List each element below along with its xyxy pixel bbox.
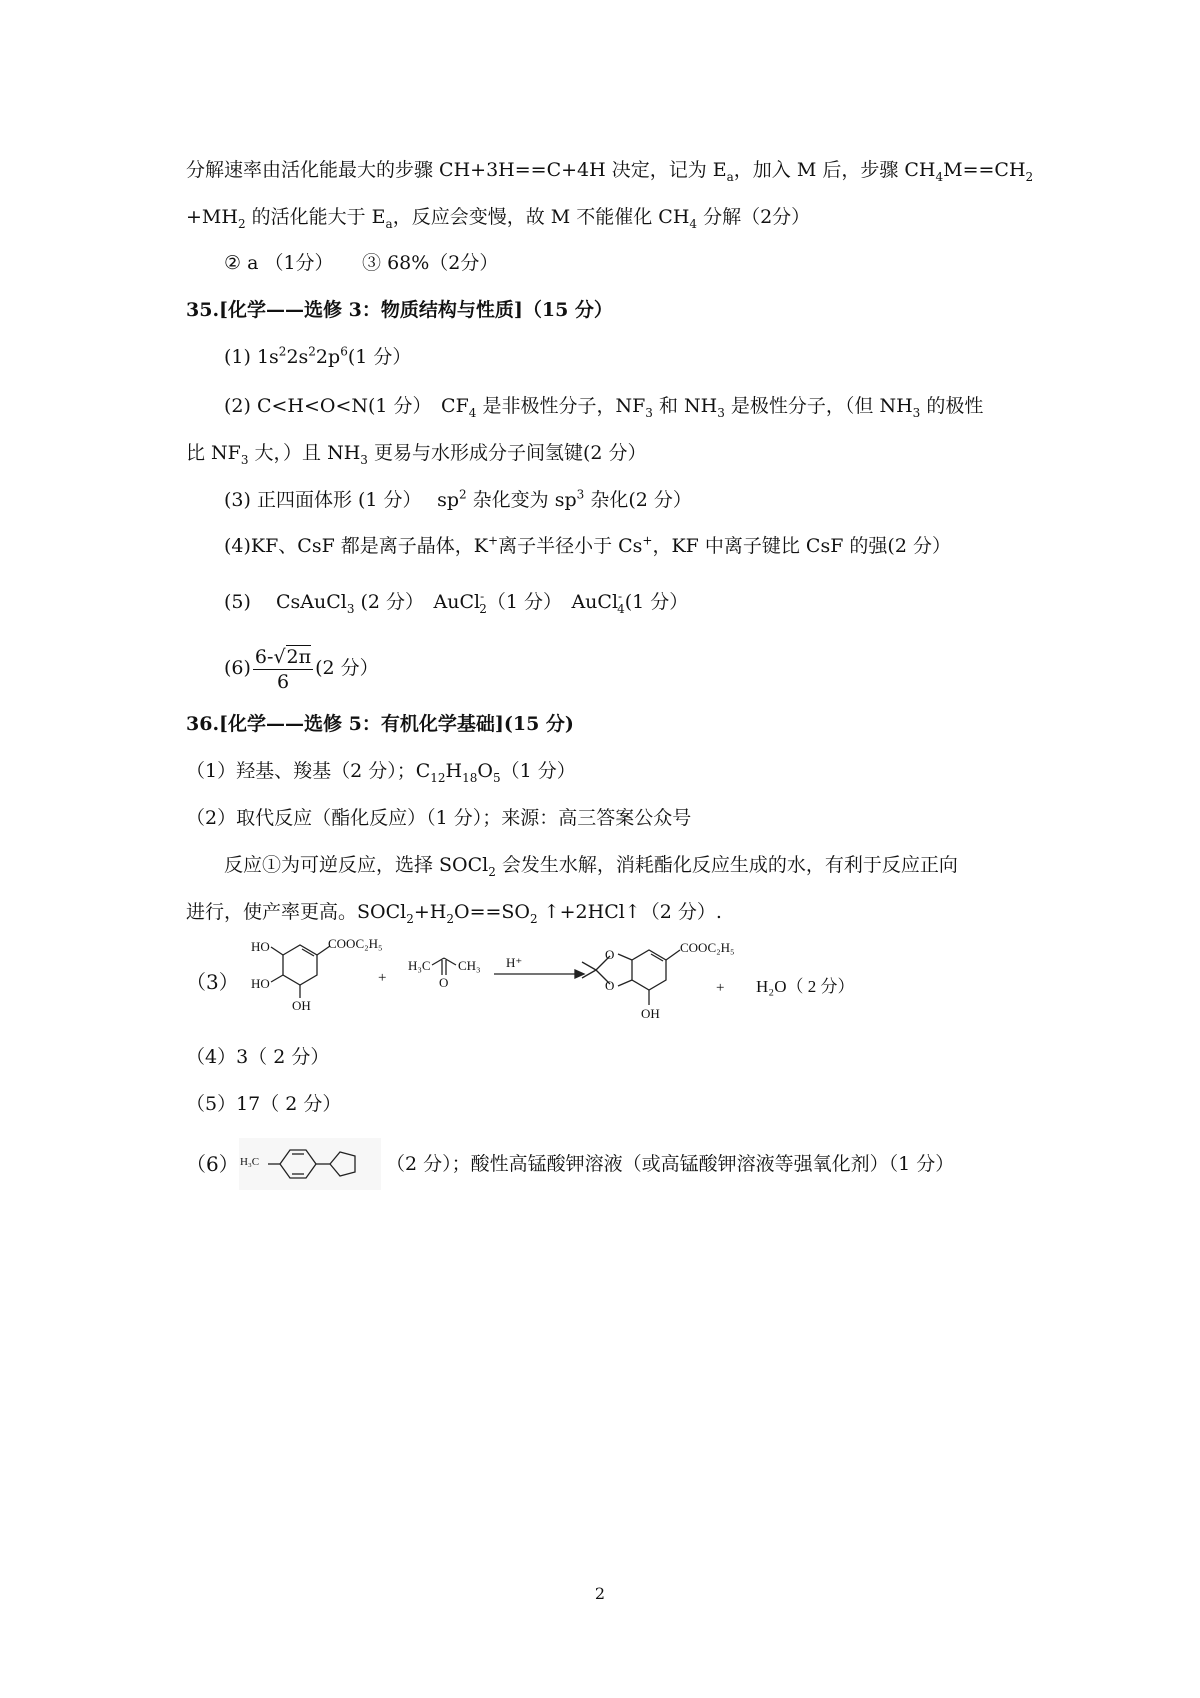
text: 是非极性分子，NF (476, 395, 646, 417)
acetone-oxygen: O (439, 975, 449, 990)
text: M==CH (943, 159, 1026, 181)
text: 比 NF (186, 442, 241, 464)
text: 杂化(2 分） (584, 489, 692, 511)
subscript: a (726, 169, 734, 184)
subscript: 4 (935, 169, 944, 184)
text: (1 分） (347, 346, 412, 368)
text: 2s (286, 346, 309, 368)
superscript: + (488, 533, 499, 548)
plus-sign: + (378, 970, 387, 986)
subscript: 4 (617, 601, 625, 616)
superscript: 6 (340, 344, 348, 359)
text: ↑+2HCl↑（2 分）. (537, 901, 722, 923)
text: (4)KF、CsF 都是离子晶体，K (224, 535, 488, 557)
text: 分解（2分） (697, 206, 811, 228)
text: （4）3（ 2 分） (186, 1046, 330, 1068)
subscript: 3 (346, 601, 355, 616)
text: （3） (186, 970, 239, 994)
text: 更易与水形成分子间氢键(2 分） (367, 442, 647, 464)
subscript: 3 (360, 452, 368, 467)
text: ，加入 M 后，步骤 CH (733, 159, 936, 181)
text: 会发生水解，消耗酯化反应生成的水，有利于反应正向 (495, 854, 958, 876)
text: 2p (315, 346, 341, 368)
subscript: 2 (530, 911, 538, 926)
subscript: 4 (689, 216, 698, 231)
text: +H (413, 901, 447, 923)
fraction-numerator: 6-√2π (254, 645, 312, 668)
subscript: 2 (237, 216, 246, 231)
subscript: 4 (468, 405, 477, 420)
text: （5）17（ 2 分） (186, 1093, 342, 1115)
sqrt-radicand: 2π (286, 645, 312, 668)
text: (2 分） AuCl (354, 591, 481, 613)
text: 离子半径小于 Cs (498, 535, 643, 557)
fraction-denominator: 6 (276, 670, 290, 693)
reaction-arrow (494, 970, 584, 978)
answer-36-4 (186, 1043, 329, 1071)
text: 35.[化学——选修 3：物质结构与性质]（15 分） (186, 299, 613, 321)
aryl-dioxolane-structure (239, 1138, 381, 1190)
superscript: 2 (278, 344, 287, 359)
text: O==SO (454, 901, 531, 923)
text: 的极性 (920, 395, 984, 417)
text: 36.[化学——选修 5：有机化学基础](15 分) (186, 713, 574, 735)
text: 杂化变为 sp (466, 489, 577, 511)
plus-sign: + (716, 980, 725, 996)
superscript: - (618, 589, 623, 604)
text: （1 分） (500, 760, 576, 782)
text: （2 分）；酸性高锰酸钾溶液（或高锰酸钾溶液等强氧化剂）（1 分） (386, 1153, 955, 1175)
subscript: 2 (479, 601, 487, 616)
text: (1) 1s (224, 346, 279, 368)
text: 6- (254, 645, 274, 668)
superscript: 2 (308, 344, 316, 359)
reactant-ring (271, 945, 330, 998)
answer-36-6-label (186, 1150, 239, 1178)
subscript: 3 (912, 405, 921, 420)
text: (1 分） (624, 591, 689, 613)
subscript: 3 (717, 405, 725, 420)
acetone-methyl-right: CH₃ (458, 958, 481, 973)
text: 分解速率由活化能最大的步骤 CH+3H==C+4H 决定，记为 E (186, 159, 727, 181)
superscript: - (480, 589, 485, 604)
text: (2) C<H<O<N(1 分） CF (224, 395, 469, 417)
subscript: 2 (1025, 169, 1034, 184)
subscript: 18 (462, 770, 478, 785)
subscript: 3 (240, 452, 249, 467)
subscript: 2 (488, 864, 496, 879)
text: (5) CsAuCl (224, 591, 347, 613)
subscript: a (385, 216, 393, 231)
product-oxygen-bottom: O (605, 978, 615, 993)
product-oxygen-top: O (605, 947, 615, 962)
acetone-methyl-left: H₃C (408, 958, 431, 973)
subscript: 2 (446, 911, 454, 926)
reactant-ho-bottom: HO (251, 976, 270, 991)
text: H (445, 760, 463, 782)
text: ，反应会变慢，故 M 不能催化 CH (392, 206, 690, 228)
answer-36-6 (386, 1150, 954, 1178)
water-product: H₂O（ 2 分） (756, 977, 855, 996)
text: 反应①为可逆反应，选择 SOCl (224, 854, 489, 876)
superscript: 3 (576, 487, 585, 502)
text: ，KF 中离子键比 CsF 的强(2 分） (652, 535, 951, 557)
superscript: + (642, 533, 653, 548)
answer-36-5 (186, 1090, 341, 1118)
text: 的活化能大于 E (245, 206, 386, 228)
text: （1）羟基、羧基（2 分）；C (186, 760, 431, 782)
text: 是极性分子，（但 NH (724, 395, 913, 417)
reactant-oh: OH (292, 998, 311, 1013)
text: 大，）且 NH (248, 442, 361, 464)
subscript: 5 (492, 770, 501, 785)
text: （2）取代反应（酯化反应）（1 分）；来源：高三答案公众号 (186, 807, 692, 829)
superscript: 2 (459, 487, 467, 502)
product-structure (582, 950, 680, 1005)
text: （6） (186, 1152, 239, 1176)
acetone-structure (432, 958, 456, 975)
text: ② a （1分） ③ 68%（2分） (224, 252, 499, 274)
reactant-ester-group: COOC₂H₅ (328, 936, 383, 951)
catalyst-label: H⁺ (506, 955, 523, 970)
methyl-label: H₃C (240, 1156, 260, 1168)
text: O (477, 760, 493, 782)
text: +MH (186, 206, 238, 228)
text: （1 分） AuCl (486, 591, 619, 613)
text: 和 NH (652, 395, 718, 417)
text: (2 分） (315, 657, 379, 679)
page-number: 2 (594, 1584, 606, 1603)
text: 进行，使产率更高。SOCl (186, 901, 407, 923)
subscript: 12 (430, 770, 446, 785)
text: (3) 正四面体形 (1 分） sp (224, 489, 459, 511)
text: (6) (224, 657, 251, 679)
product-ester-group: COOC₂H₅ (680, 940, 735, 955)
reactant-ho-top: HO (251, 939, 270, 954)
product-oh: OH (641, 1006, 660, 1021)
subscript: 3 (645, 405, 653, 420)
subscript: 2 (406, 911, 414, 926)
